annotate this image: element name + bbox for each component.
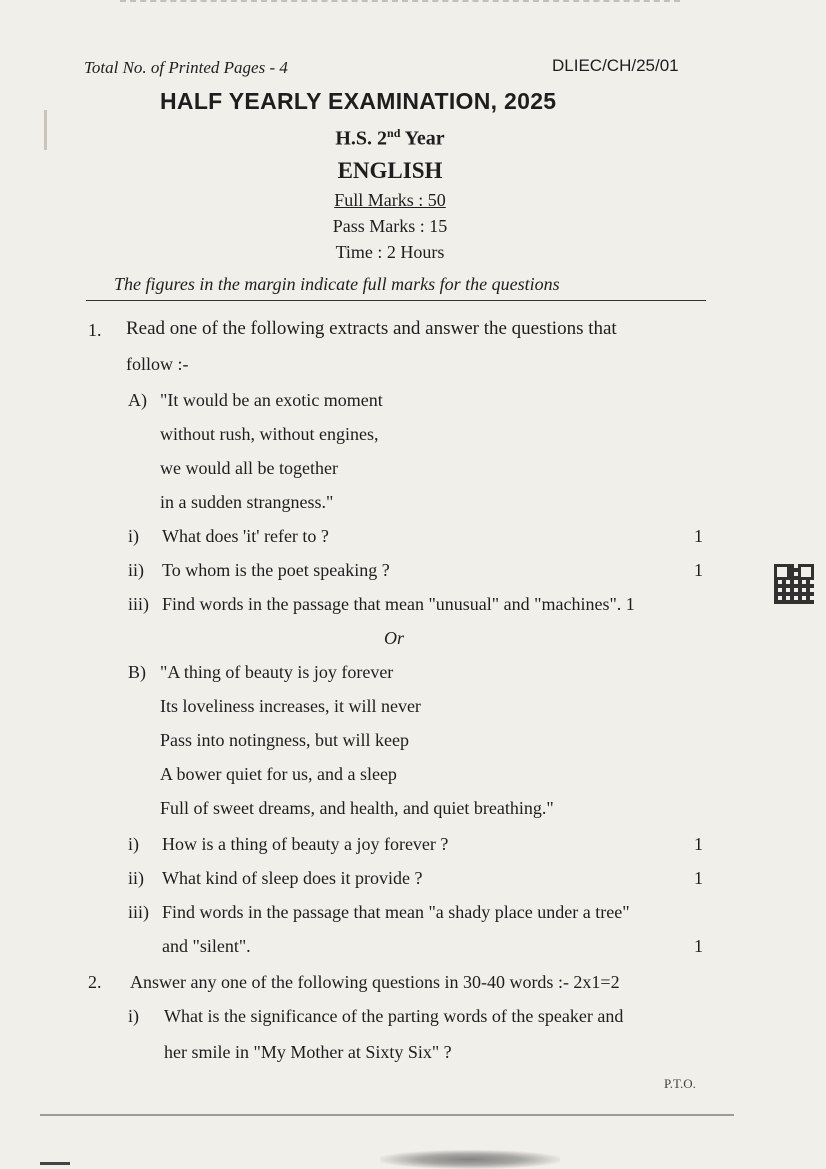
question-number: 1. [88, 320, 102, 340]
poem-line: Pass into notingness, but will keep [160, 730, 409, 750]
sub-question-number: i) [128, 526, 139, 546]
sub-question-text: Find words in the passage that mean "a shady place under a tree" [162, 902, 630, 922]
class-suffix: Year [400, 127, 445, 150]
sub-question-number: i) [128, 834, 139, 854]
option-label: A) [128, 390, 147, 410]
sub-question-text: What is the significance of the parting words of the speaker and [164, 1006, 624, 1026]
poem-line: A bower quiet for us, and a sleep [160, 764, 397, 784]
poem-line: we would all be together [160, 458, 338, 478]
question-number: 2. [88, 972, 102, 992]
question-text: Answer any one of the following questions in 30-40 words :- 2x1=2 [130, 972, 620, 992]
option-label: B) [128, 662, 146, 682]
poem-line: Full of sweet dreams, and health, and quiet breathing." [160, 798, 554, 818]
marks-value: 1 [694, 834, 703, 854]
marks-value: 1 [694, 526, 703, 546]
sub-question-text: Find words in the passage that mean "unusual" and "machines". 1 [162, 594, 635, 614]
poem-line: "It would be an exotic moment [160, 390, 383, 410]
full-marks [0, 190, 780, 211]
sub-question-number: ii) [128, 560, 144, 580]
or-separator: Or [384, 628, 405, 648]
sub-question-number: iii) [128, 902, 149, 922]
header-divider [86, 300, 706, 301]
marks-value: 1 [694, 868, 703, 888]
sub-question-text: What kind of sleep does it provide ? [162, 868, 423, 888]
paper-code: DLIEC/CH/25/01 [552, 56, 679, 75]
scan-artifact-top [120, 0, 680, 7]
class-line [0, 126, 780, 151]
class-superscript: nd [387, 126, 401, 140]
exam-title: HALF YEARLY EXAMINATION, 2025 [160, 88, 557, 114]
time-allowed: Time : 2 Hours [335, 242, 445, 262]
sub-question-text: How is a thing of beauty a joy forever ? [162, 834, 449, 854]
class-prefix: H.S. 2 [335, 127, 388, 150]
sub-question-text: To whom is the poet speaking ? [162, 560, 390, 580]
question-text: Read one of the following extracts and answer the questions that [126, 318, 617, 339]
poem-line: "A thing of beauty is joy forever [160, 662, 394, 682]
sub-question-number: ii) [128, 868, 144, 888]
poem-line: in a sudden strangness." [160, 492, 334, 512]
sub-question-continuation: and "silent". [162, 936, 251, 956]
scan-artifact-bottom [380, 1150, 560, 1169]
sub-question-number: i) [128, 1006, 139, 1026]
printed-pages-note: Total No. of Printed Pages - 4 [84, 58, 288, 77]
poem-line: Its loveliness increases, it will never [160, 696, 421, 716]
poem-line: without rush, without engines, [160, 424, 379, 444]
scan-artifact-corner [40, 1162, 70, 1165]
sub-question-text: What does 'it' refer to ? [162, 526, 329, 546]
sub-question-number: iii) [128, 594, 149, 614]
subject-title: ENGLISH [337, 158, 443, 183]
marks-value: 1 [694, 560, 703, 580]
page-bottom-edge [40, 1114, 734, 1116]
marks-instruction: The figures in the margin indicate full marks for the questions [114, 274, 560, 294]
qr-code-icon [774, 564, 814, 604]
marks-value: 1 [694, 936, 703, 956]
full-marks-text: Full Marks : 50 [334, 190, 446, 210]
pass-marks: Pass Marks : 15 [332, 216, 448, 236]
sub-question-text: her smile in "My Mother at Sixty Six" ? [164, 1042, 452, 1062]
pto-note: P.T.O. [664, 1076, 696, 1088]
question-text: follow :- [126, 354, 189, 374]
